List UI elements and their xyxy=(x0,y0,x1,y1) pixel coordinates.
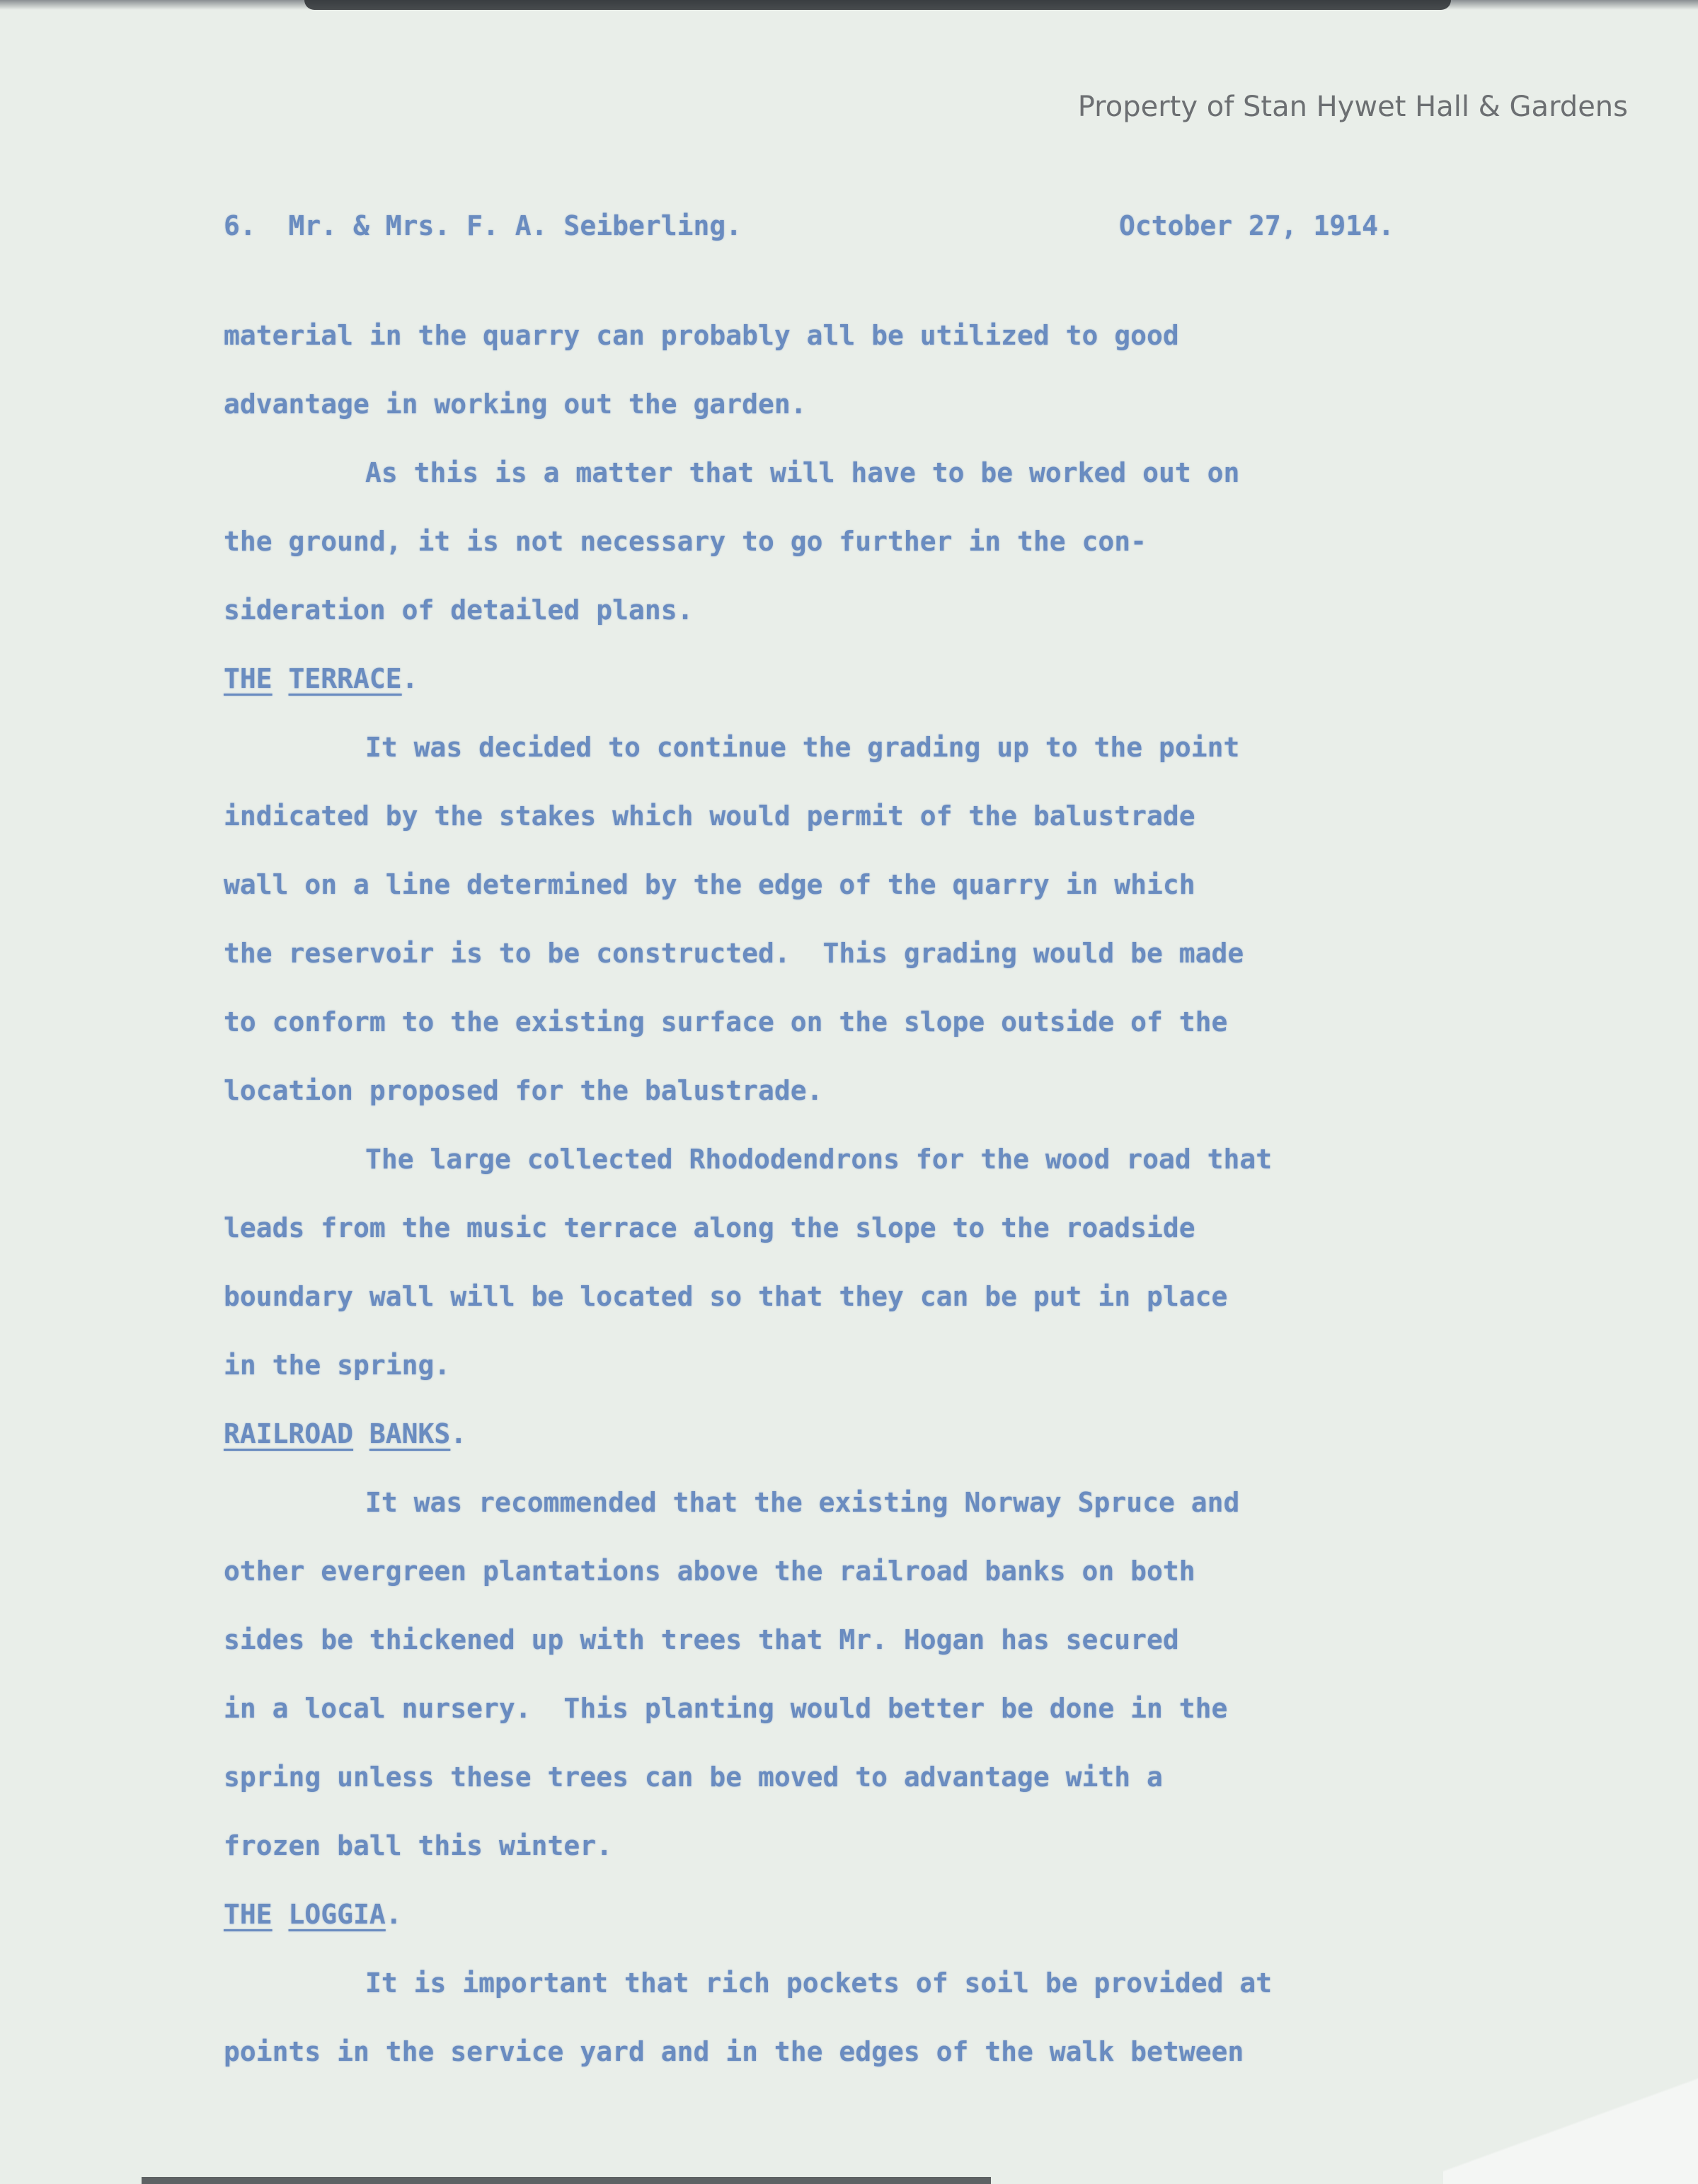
text-line: location proposed for the balustrade. xyxy=(224,1075,823,1106)
text-line: to conform to the existing surface on the slope outside of the xyxy=(224,1006,1228,1038)
text-line: indicated by the stakes which would permit of the balustrade xyxy=(224,800,1195,832)
text-line: It is important that rich pockets of soil be provided at xyxy=(365,1967,1273,1999)
text-line: other evergreen plantations above the railroad banks on both xyxy=(224,1556,1195,1587)
heading-period: . xyxy=(385,1899,402,1930)
text-line: The large collected Rhododendrons for the wood road that xyxy=(365,1144,1273,1175)
heading-word: THE xyxy=(224,663,273,694)
text-line: sides be thickened up with trees that Mr. Hogan has secured xyxy=(224,1624,1179,1655)
heading-word: TERRACE xyxy=(288,663,402,694)
page-folded-corner xyxy=(1443,2064,1698,2184)
heading-word: LOGGIA xyxy=(288,1899,386,1930)
watermark: Property of Stan Hywet Hall & Gardens xyxy=(1077,91,1628,123)
heading-word: RAILROAD xyxy=(224,1418,354,1449)
section-heading-railroad-banks xyxy=(224,1420,466,1447)
text-line: in a local nursery. This planting would better be done in the xyxy=(224,1693,1228,1724)
text-line: points in the service yard and in the edges of the walk between xyxy=(224,2036,1244,2067)
section-heading-loggia xyxy=(224,1901,402,1928)
text-line: in the spring. xyxy=(224,1350,451,1381)
page-top-tear xyxy=(304,0,1451,10)
heading-period: . xyxy=(450,1418,467,1449)
page-header-date: October 27, 1914. xyxy=(1119,210,1394,241)
text-line: It was recommended that the existing Norway Spruce and xyxy=(365,1487,1240,1518)
text-line: the ground, it is not necessary to go further in the con- xyxy=(224,526,1147,557)
section-heading-terrace xyxy=(224,665,418,692)
text-line: sideration of detailed plans. xyxy=(224,594,694,626)
heading-word: BANKS xyxy=(369,1418,451,1449)
text-line: the reservoir is to be constructed. This grading would be made xyxy=(224,938,1244,969)
text-line: advantage in working out the garden. xyxy=(224,389,807,420)
heading-period: . xyxy=(401,663,418,694)
text-line: As this is a matter that will have to be worked out on xyxy=(365,457,1240,488)
text-line: It was decided to continue the grading up to the point xyxy=(365,732,1240,763)
heading-word: THE xyxy=(224,1899,273,1930)
text-line: spring unless these trees can be moved to advantage with a xyxy=(224,1761,1163,1793)
page-bottom-edge xyxy=(142,2177,991,2184)
text-line: frozen ball this winter. xyxy=(224,1830,613,1861)
text-line: material in the quarry can probably all be utilized to good xyxy=(224,320,1179,351)
text-line: leads from the music terrace along the slope to the roadside xyxy=(224,1212,1195,1243)
page-header-left: 6. Mr. & Mrs. F. A. Seiberling. xyxy=(224,210,742,241)
text-line: wall on a line determined by the edge of the quarry in which xyxy=(224,869,1195,900)
text-line: boundary wall will be located so that they can be put in place xyxy=(224,1281,1228,1312)
